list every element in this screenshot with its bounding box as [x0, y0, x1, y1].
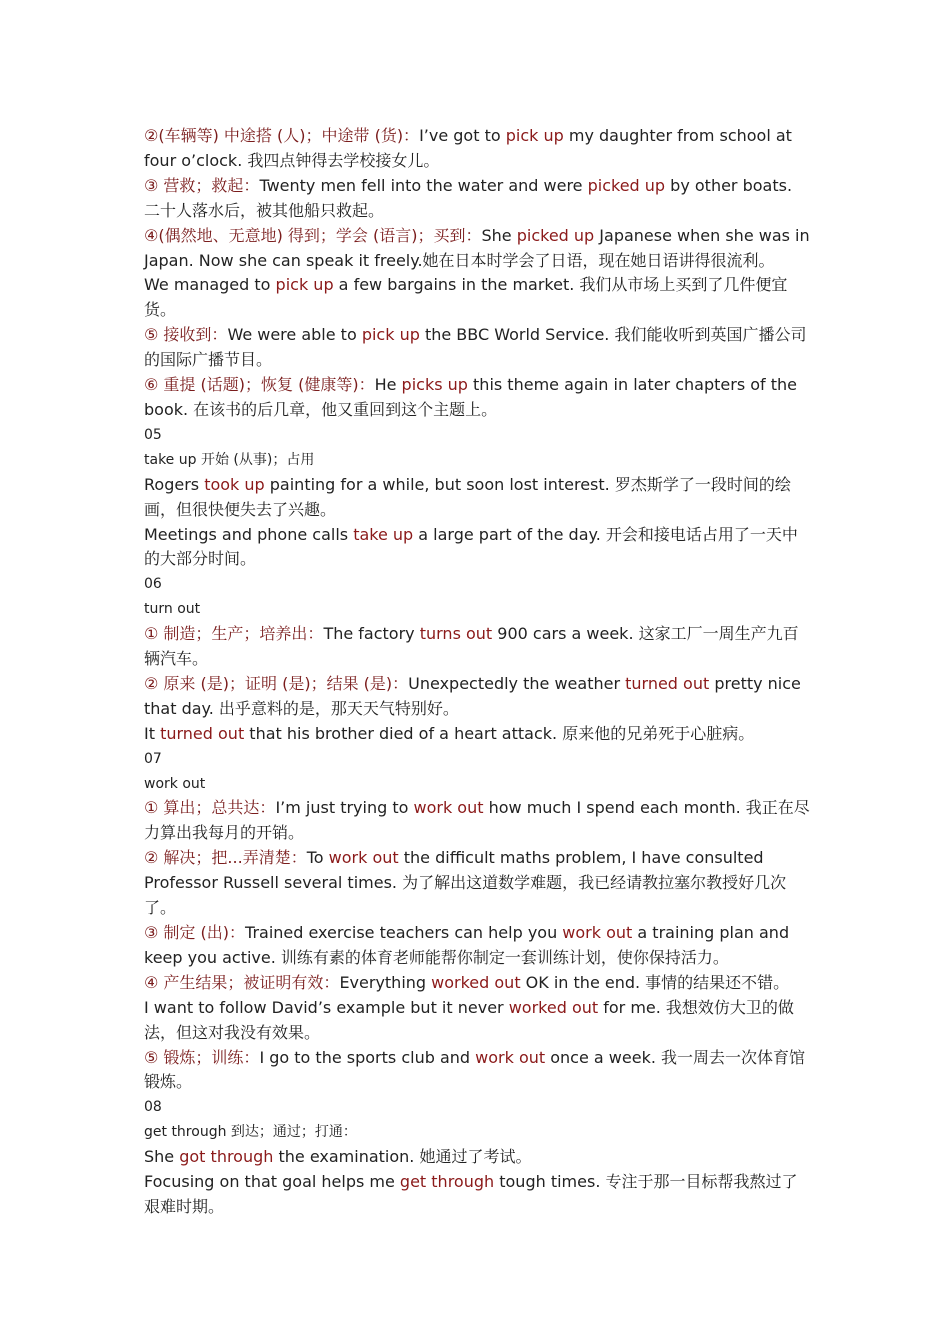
phrase-highlight: took up [204, 474, 265, 494]
definition-label: ④(偶然地、无意地) 得到；学会 (语言)；买到： [144, 225, 482, 245]
text-run: 06 [144, 576, 162, 593]
phrase-highlight: get through [399, 1172, 495, 1192]
phrase-highlight: work out [413, 798, 484, 818]
definition-label: ② 原来 (是)；证明 (是)；结果 (是)： [144, 673, 409, 693]
phrase-highlight: picked up [516, 225, 595, 245]
definition-label: ⑤ 接收到： [144, 325, 228, 345]
section-heading [144, 423, 810, 448]
text-run: 900 cars a week. 这家工厂一周生产九百辆汽车。 [144, 624, 799, 669]
phrase-highlight: worked out [508, 997, 599, 1017]
text-run: by other boats. 二十人落水后，被其他船只救起。 [144, 175, 793, 220]
phrase-highlight: got through [179, 1147, 274, 1167]
text-run: pretty nice that day. 出乎意料的是，那天天气特别好。 [144, 673, 801, 718]
phrase-highlight: work out [328, 848, 399, 868]
section-heading [144, 772, 810, 797]
phrase-highlight: worked out [431, 972, 521, 992]
text-run: this theme again in later chapters of the book. 在该书的后几章，他又重回到这个主题上。 [144, 375, 797, 419]
phrase-highlight: pick up [361, 325, 420, 345]
text-run: take up 开始 (从事)；占用 [144, 451, 315, 468]
paragraph [144, 1145, 810, 1170]
text-run: The factory [323, 624, 420, 644]
section-heading [144, 747, 810, 772]
phrase-highlight: picks up [401, 375, 468, 395]
phrase-highlight: turned out [625, 673, 710, 693]
text-run: Trained exercise teachers can help you [245, 923, 563, 942]
phrase-highlight: picked up [587, 175, 666, 195]
text-run: the examination. 她通过了考试。 [273, 1147, 532, 1167]
text-run: We were able to [227, 325, 362, 345]
paragraph [144, 921, 810, 971]
paragraph [144, 796, 810, 846]
text-run: a large part of the day. 开会和接电话占用了一天中的大部分时间。 [144, 524, 798, 569]
paragraph [144, 124, 810, 174]
text-run: get through 到达；通过；打通： [144, 1124, 357, 1141]
paragraph [144, 373, 810, 423]
text-run: how much I spend each month. 我正在尽力算出我每月的开销。 [144, 798, 810, 843]
section-heading [144, 572, 810, 597]
text-run: painting for a while, but soon lost interest. 罗杰斯学了一段时间的绘画，但很快便失去了兴趣。 [144, 474, 791, 519]
text-run: Japanese when she was in Japan. Now she can speak it freely.她在日本时学会了日语，现在她日语讲得很流利。 [144, 225, 810, 270]
section-heading [144, 1095, 810, 1120]
text-run: We managed to [144, 275, 276, 295]
text-run: for me. 我想效仿大卫的做法，但这对我没有效果。 [144, 997, 794, 1042]
document-body [144, 124, 810, 1220]
paragraph [144, 473, 810, 523]
phrase-highlight: pick up [505, 126, 564, 145]
phrase-highlight: take up [353, 524, 414, 544]
paragraph [144, 1046, 810, 1096]
paragraph [144, 224, 810, 274]
text-run: a training plan and keep you active. 训练有素的体育老师能帮你制定一套训练计划，使你保持活力。 [144, 923, 790, 967]
definition-label: ② 解决；把...弄清楚： [144, 848, 307, 868]
text-run: I want to follow David’s example but it never [144, 997, 509, 1017]
text-run: 08 [144, 1099, 162, 1116]
text-run: He [374, 375, 402, 395]
definition-label: ① 算出；总共达： [144, 798, 276, 818]
section-heading [144, 1120, 810, 1145]
paragraph [144, 846, 810, 921]
text-run: Twenty men fell into the water and were [259, 175, 588, 195]
text-run: She [481, 225, 517, 245]
paragraph [144, 672, 810, 722]
text-run: Everything [339, 972, 432, 992]
text-run: Focusing on that goal helps me [144, 1172, 400, 1192]
phrase-highlight: work out [475, 1047, 546, 1067]
text-run: I go to the sports club and [259, 1047, 476, 1067]
text-run: It [144, 723, 161, 743]
text-run: I’m just trying to [275, 798, 414, 818]
definition-label: ④ 产生结果；被证明有效： [144, 972, 340, 992]
definition-label: ⑥ 重提 (话题)；恢复 (健康等)： [144, 375, 375, 395]
paragraph [144, 523, 810, 573]
text-run: OK in the end. 事情的结果还不错。 [520, 972, 790, 992]
section-heading [144, 448, 810, 473]
definition-label: ① 制造；生产；培养出： [144, 624, 324, 644]
definition-label: ③ 制定 (出)： [144, 923, 246, 942]
text-run: work out [144, 775, 206, 792]
text-run: a few bargains in the market. 我们从市场上买到了几件便宜货。 [144, 275, 788, 320]
text-run: Rogers [144, 474, 205, 494]
text-run: To [306, 848, 329, 868]
text-run: Unexpectedly the weather [408, 673, 626, 693]
phrase-highlight: work out [562, 923, 633, 942]
text-run: the BBC World Service. 我们能收听到英国广播公司的国际广播节目。 [144, 325, 807, 370]
text-run: Meetings and phone calls [144, 524, 354, 544]
paragraph [144, 323, 810, 373]
definition-label: ⑤ 锻炼；训练： [144, 1047, 260, 1067]
paragraph [144, 174, 810, 224]
phrase-highlight: turns out [419, 624, 493, 644]
text-run: my daughter from school at four o’clock. 我四点钟得去学校接女儿。 [144, 126, 792, 170]
definition-label: ③ 营救；救起： [144, 175, 260, 195]
phrase-highlight: turned out [160, 723, 245, 743]
text-run: turn out [144, 601, 201, 618]
text-run: I’ve got to [419, 126, 506, 145]
phrase-highlight: pick up [275, 275, 334, 295]
paragraph [144, 971, 810, 996]
paragraph [144, 722, 810, 747]
text-run: once a week. 我一周去一次体育馆锻炼。 [144, 1047, 806, 1092]
paragraph [144, 273, 810, 323]
text-run: 05 [144, 426, 162, 443]
definition-label: ②(车辆等) 中途搭 (人)；中途带 (货)： [144, 126, 420, 145]
text-run: 07 [144, 750, 162, 767]
paragraph [144, 622, 810, 672]
text-run: that his brother died of a heart attack. 原来他的兄弟死于心脏病。 [244, 723, 755, 743]
paragraph [144, 1170, 810, 1220]
text-run: the difficult maths problem, I have consulted Professor Russell several times. 为了解出这道数学难题，我已经请教拉塞尔教授好几次了。 [144, 848, 787, 918]
text-run: She [144, 1147, 180, 1167]
section-heading [144, 597, 810, 622]
text-run: tough times. 专注于那一目标帮我熬过了艰难时期。 [144, 1172, 798, 1216]
paragraph [144, 996, 810, 1046]
